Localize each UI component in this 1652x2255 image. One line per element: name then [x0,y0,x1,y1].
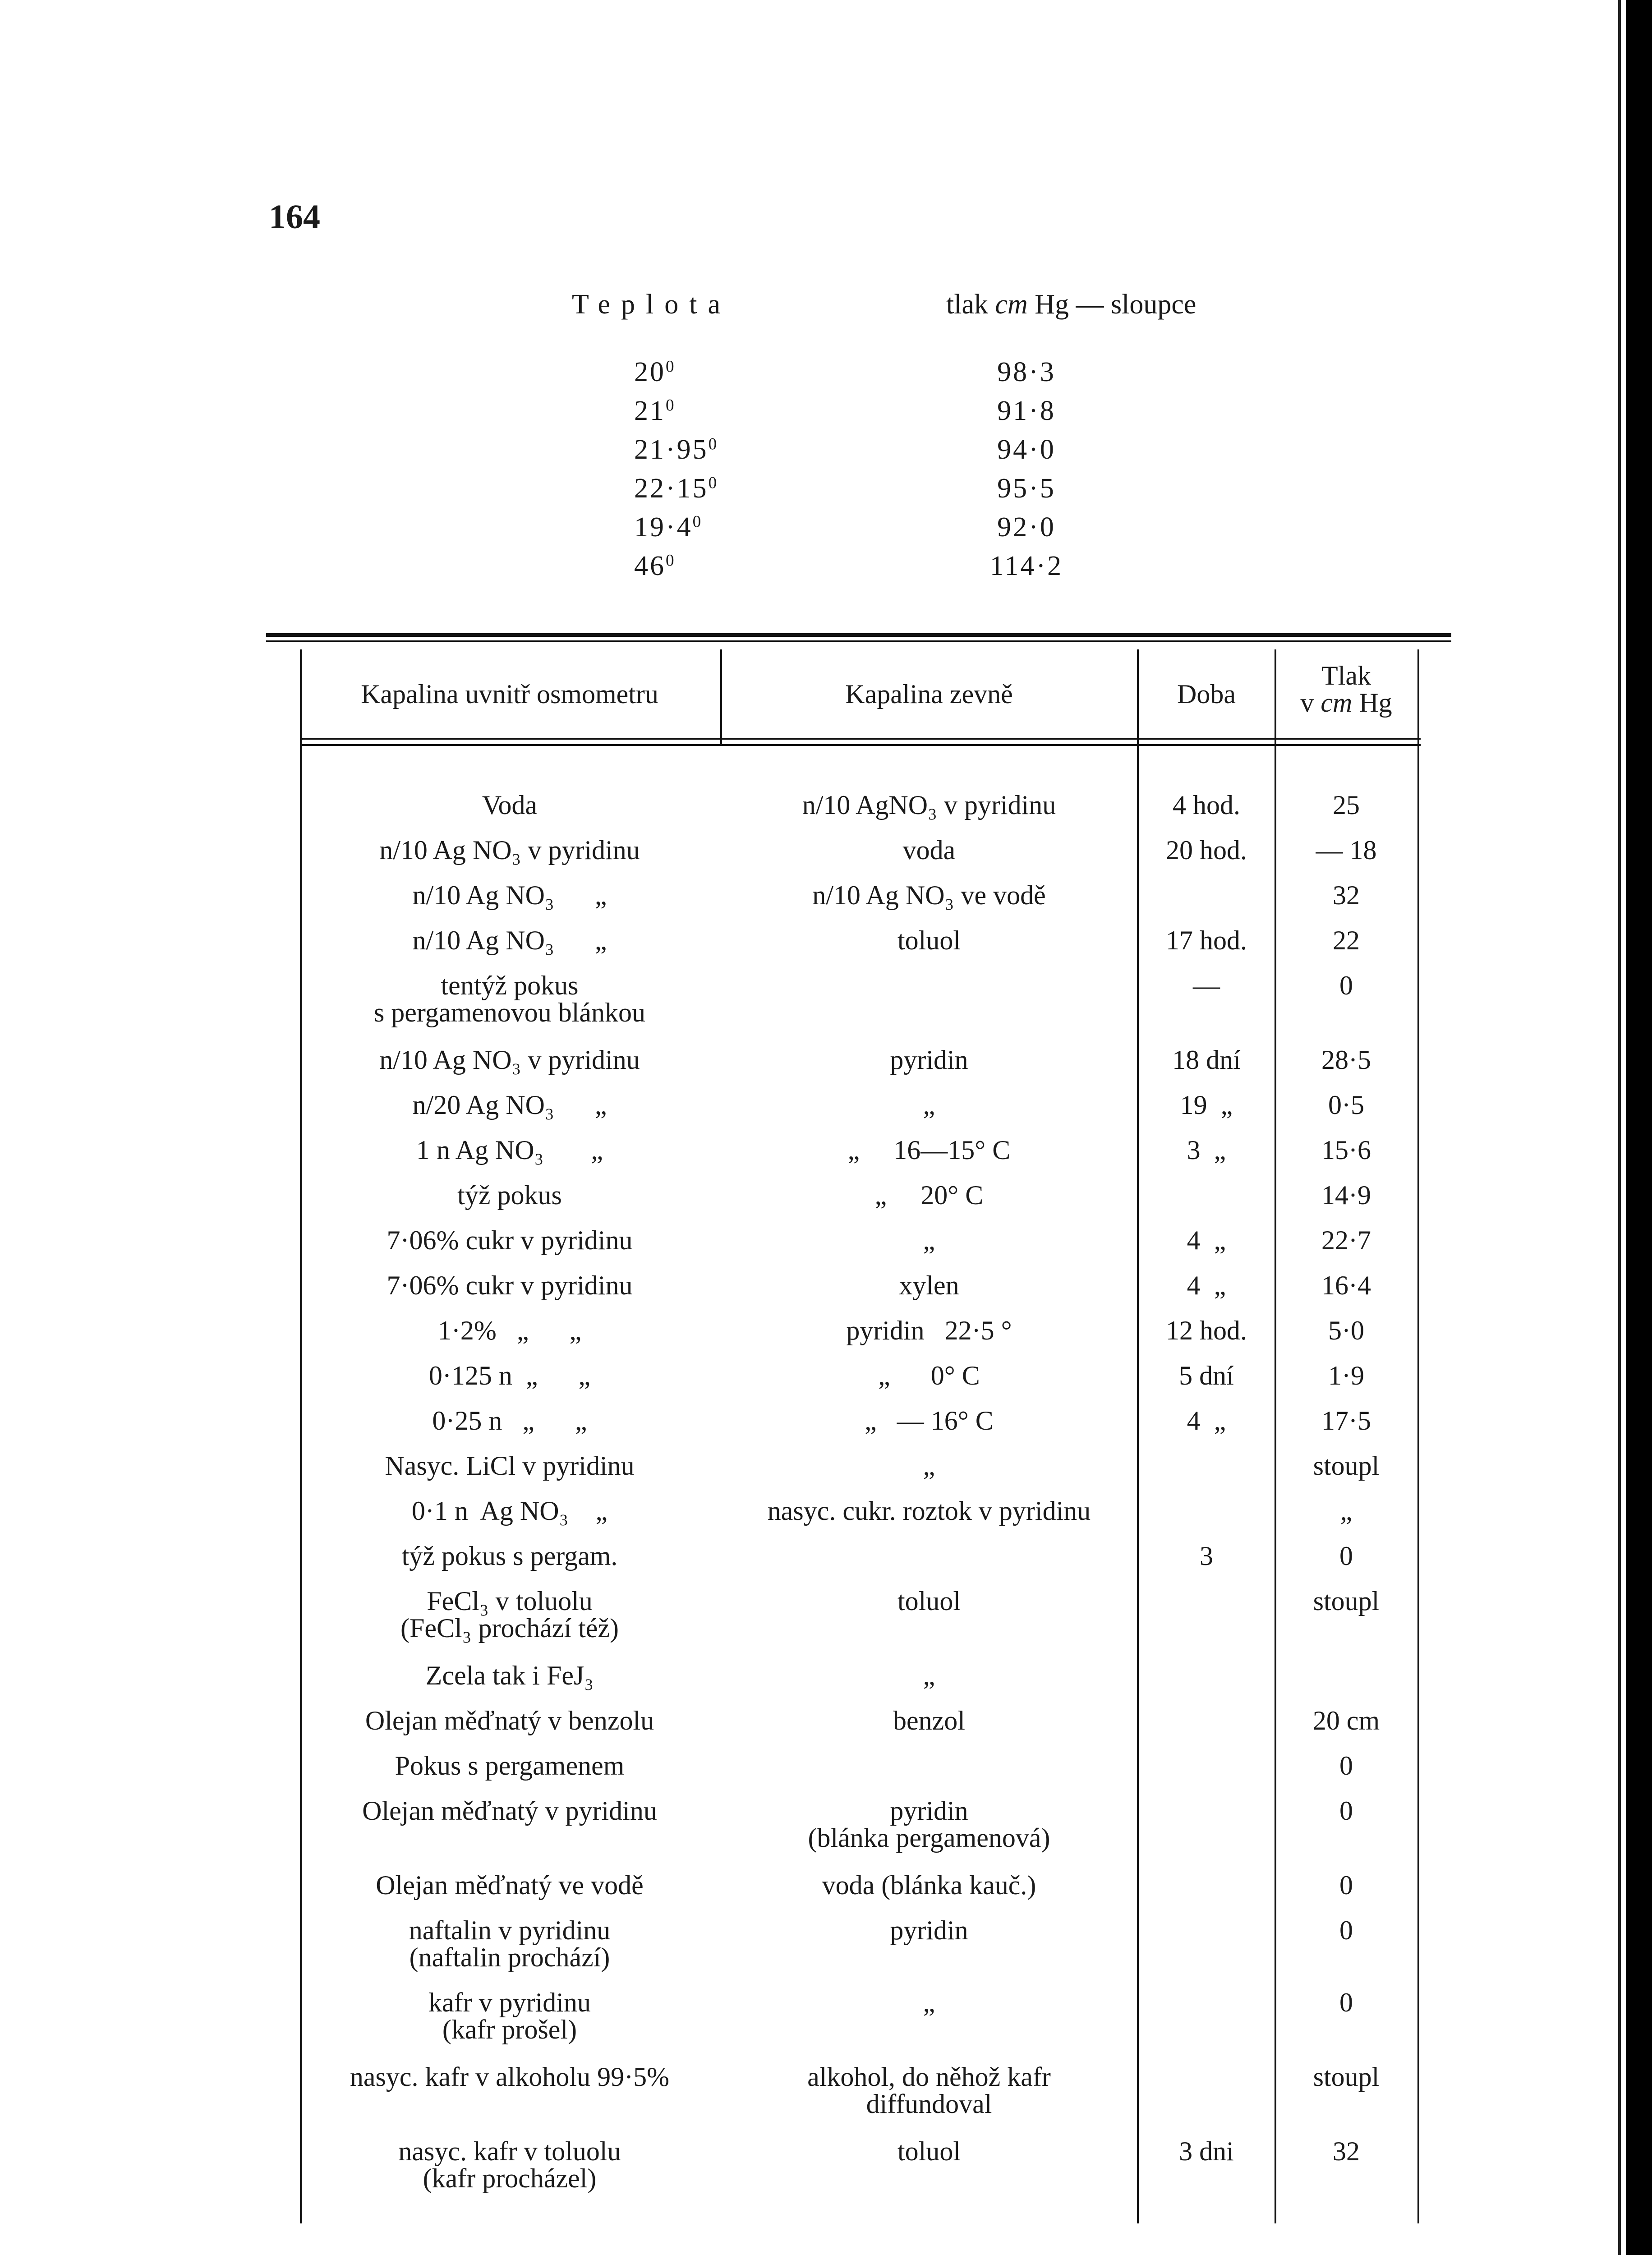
scan-edge [1626,0,1652,2255]
row-inside-liquid [300,1362,719,1389]
temperature-row [572,550,1293,589]
row-pressure-line: 0 [1339,1988,1353,2017]
row-outside-liquid-line: voda (blánka kauč.) [822,1870,1036,1900]
row-pressure-line: 15·6 [1321,1135,1371,1165]
row-inside-liquid [300,1046,719,1073]
row-duration-line: 3 „ [1187,1135,1226,1165]
row-inside-liquid-line: Olejan měďnatý ve vodě [376,1870,644,1900]
header-inside-liquid-line: Kapalina uvnitř osmometru [361,679,658,709]
row-inside-liquid [300,1542,719,1569]
row-outside-liquid [722,1497,1137,1524]
row-pressure [1276,972,1416,999]
header-pressure-line2-a: v [1300,688,1321,718]
row-outside-liquid-line: n/10 AgNO₃ v pyridinu [802,790,1056,820]
row-duration-line: 4 „ [1187,1225,1226,1255]
row-outside-liquid [722,1407,1137,1434]
row-inside-liquid-line: n/20 Ag NO₃ „ [412,1090,607,1120]
row-outside-liquid-line: toluol [897,2136,961,2166]
row-outside-liquid [722,1137,1137,1164]
row-outside-liquid [722,1227,1137,1254]
row-pressure [1276,1272,1416,1299]
row-duration-line: 19 „ [1180,1090,1233,1120]
temperature-row [572,473,1293,511]
row-inside-liquid-line: týž pokus s pergam. [401,1541,618,1571]
temperature-value [634,473,718,505]
row-inside-liquid-line: (kafr procházel) [423,2163,597,2193]
row-pressure-line: 20 cm [1312,1706,1380,1735]
row-outside-liquid-line: alkohol, do něhož kafr [807,2062,1051,2092]
row-outside-liquid-line: „ [923,1661,935,1690]
row-pressure [1276,1046,1416,1073]
row-inside-liquid [300,1752,719,1779]
row-inside-liquid-line: n/10 Ag NO₃ v pyridinu [379,835,640,865]
row-inside-liquid-line: týž pokus [457,1180,562,1210]
row-pressure [1276,1362,1416,1389]
row-outside-liquid-line: pyridin [890,1796,968,1826]
row-outside-liquid-line: „ 16—15° C [847,1135,1011,1165]
row-inside-liquid-line: Nasyc. LiCl v pyridinu [385,1451,635,1481]
row-duration-line: 18 dní [1172,1045,1241,1075]
row-duration [1139,1542,1274,1569]
row-inside-liquid [300,1091,719,1118]
row-outside-liquid [722,1797,1137,1851]
pressure-value: 91·8 [997,396,1056,426]
row-pressure [1276,1989,1416,2016]
row-pressure-line: 0 [1339,1915,1353,1945]
temperature-row [572,434,1293,473]
row-outside-liquid [722,882,1137,909]
row-duration [1139,1137,1274,1164]
row-inside-liquid [300,1797,719,1824]
row-outside-liquid [722,792,1137,819]
row-inside-liquid [300,2063,719,2090]
row-outside-liquid-line: (blánka pergamenová) [808,1823,1050,1853]
row-inside-liquid-line: FeCl₃ v toluolu [427,1586,593,1616]
temperature-number: 21 [634,396,666,426]
row-pressure-line: 0 [1339,1796,1353,1826]
temperature-number: 19·4 [634,512,693,543]
row-inside-liquid [300,837,719,864]
temperature-number: 22·15 [634,473,709,504]
row-inside-liquid [300,1452,719,1479]
row-pressure [1276,1588,1416,1615]
row-inside-liquid [300,1588,719,1642]
row-inside-liquid-line: 1 n Ag NO₃ „ [416,1135,603,1165]
row-pressure [1276,1407,1416,1434]
pressure-value: 98·3 [997,357,1056,387]
row-inside-liquid-line: 0·25 n „ „ [432,1406,587,1436]
row-inside-liquid-line: (naftalin prochází) [409,1942,610,1972]
row-outside-liquid [722,1917,1137,1944]
row-duration [1139,972,1274,999]
row-pressure-line: 28·5 [1321,1045,1371,1075]
row-inside-liquid-line: Zcela tak i FeJ₃ [425,1661,594,1690]
row-duration-line: 20 hod. [1166,835,1247,865]
degree-mark: 0 [666,551,676,570]
table-top-rule-thin [266,640,1451,642]
pressure-header-text-a: tlak [946,289,995,320]
row-pressure-line: 0 [1339,971,1353,1000]
row-outside-liquid [722,1452,1137,1479]
temperature-number: 21·95 [634,434,709,465]
row-pressure-line: 32 [1333,880,1360,910]
row-pressure [1276,1497,1416,1524]
row-inside-liquid-line: Pokus s pergamenem [395,1751,625,1781]
row-duration [1139,1227,1274,1254]
row-duration-line: 4 „ [1187,1270,1226,1300]
row-inside-liquid [300,1182,719,1209]
row-outside-liquid [722,837,1137,864]
row-outside-liquid-line: „ [923,1090,935,1120]
row-pressure-line: 0·5 [1328,1090,1364,1120]
row-inside-liquid [300,882,719,909]
header-outside-liquid-line: Kapalina zevně [845,679,1013,709]
row-duration [1139,1362,1274,1389]
pressure-value: 92·0 [997,512,1056,543]
header-pressure-line2-unit: cm [1321,688,1353,718]
row-outside-liquid-line: „ [923,1225,935,1255]
row-pressure [1276,1227,1416,1254]
row-pressure-line: — 18 [1316,835,1377,865]
row-outside-liquid-line: „ [923,1451,935,1481]
pressure-value: 114·2 [989,551,1063,581]
row-outside-liquid [722,1182,1137,1209]
row-pressure-line: 0 [1339,1870,1353,1900]
pressure-header-unit: cm [995,289,1028,320]
pressure-value: 94·0 [997,434,1056,465]
temperature-row [572,395,1293,434]
row-outside-liquid [722,1989,1137,2016]
row-pressure [1276,1317,1416,1344]
header-inside-liquid [300,681,719,708]
row-duration-line: 5 dní [1179,1361,1234,1390]
row-inside-liquid-line: n/10 Ag NO₃ „ [412,880,607,910]
row-outside-liquid [722,2063,1137,2117]
header-duration-line: Doba [1177,679,1236,709]
row-inside-liquid-line: nasyc. kafr v alkoholu 99·5% [350,2062,670,2092]
row-pressure-line: 22·7 [1321,1225,1371,1255]
row-pressure-line: 32 [1333,2136,1360,2166]
row-inside-liquid [300,1989,719,2043]
row-inside-liquid-line: Voda [482,790,538,820]
row-pressure [1276,927,1416,954]
row-pressure [1276,1707,1416,1734]
pressure-header-text-b: Hg — sloupce [1027,289,1196,320]
row-pressure [1276,1917,1416,1944]
row-inside-liquid-line: 1·2% „ „ [437,1316,582,1345]
row-duration-line: — [1193,971,1220,1000]
row-pressure-line: 14·9 [1321,1180,1371,1210]
table-top-rule-thick [266,633,1451,637]
row-pressure [1276,2063,1416,2090]
row-pressure [1276,1182,1416,1209]
temperature-value [634,434,718,466]
row-pressure-line: stoupl [1313,2062,1380,2092]
row-inside-liquid [300,1227,719,1254]
temperature-row [572,356,1293,395]
row-inside-liquid-line: 7·06% cukr v pyridinu [387,1225,633,1255]
row-outside-liquid-line: pyridin [890,1915,968,1945]
column-line-2 [1137,649,1139,2223]
row-pressure-line: 0 [1339,1541,1353,1571]
temperature-value [634,550,676,582]
row-outside-liquid [722,1872,1137,1899]
row-inside-liquid-line: kafr v pyridinu [428,1988,591,2017]
row-pressure-line: „ [1340,1496,1353,1526]
row-pressure [1276,882,1416,909]
header-pressure-line2-b: Hg [1352,688,1392,718]
row-duration-line: 4 hod. [1173,790,1240,820]
row-duration [1139,2138,1274,2165]
row-outside-liquid-line: toluol [897,925,961,955]
row-outside-liquid [722,1091,1137,1118]
row-outside-liquid-line: pyridin 22·5 ° [846,1316,1012,1345]
row-pressure-line: stoupl [1313,1586,1380,1616]
header-pressure-line1: Tlak [1321,661,1371,690]
row-inside-liquid-line: n/10 Ag NO₃ v pyridinu [379,1045,640,1075]
row-outside-liquid-line: pyridin [890,1045,968,1075]
row-inside-liquid [300,1662,719,1689]
row-duration [1139,927,1274,954]
page-number: 164 [269,198,320,236]
row-duration-line: 17 hod. [1166,925,1247,955]
row-inside-liquid [300,972,719,1026]
row-inside-liquid [300,792,719,819]
row-outside-liquid-line: „ 20° C [874,1180,984,1210]
degree-mark: 0 [708,474,719,492]
row-inside-liquid-line: 7·06% cukr v pyridinu [387,1270,633,1300]
row-inside-liquid-line: 0·1 n Ag NO₃ „ [411,1496,608,1526]
row-duration-line: 12 hod. [1166,1316,1247,1345]
pressure-value: 95·5 [997,473,1056,504]
row-duration [1139,837,1274,864]
row-pressure [1276,1542,1416,1569]
row-outside-liquid [722,1662,1137,1689]
row-pressure [1276,2138,1416,2165]
temperature-number: 20 [634,357,666,387]
row-pressure [1276,837,1416,864]
header-outside-liquid [722,681,1137,708]
row-duration [1139,1317,1274,1344]
row-duration [1139,1407,1274,1434]
row-inside-liquid-line: naftalin v pyridinu [409,1915,611,1945]
temperature-value [634,395,676,427]
row-outside-liquid-line: „ [923,1988,935,2017]
pressure-header [946,289,1196,321]
row-inside-liquid [300,927,719,954]
degree-mark: 0 [708,435,719,454]
row-inside-liquid-line: n/10 Ag NO₃ „ [412,925,607,955]
row-duration-line: 3 dni [1179,2136,1234,2166]
row-pressure [1276,1137,1416,1164]
row-pressure-line: 5·0 [1328,1316,1364,1345]
row-outside-liquid-line: „ 0° C [878,1361,980,1390]
header-bottom-rule-1 [302,738,1421,740]
header-bottom-rule-2 [302,744,1421,746]
row-inside-liquid [300,1707,719,1734]
row-pressure-line: stoupl [1313,1451,1380,1481]
row-outside-liquid [722,1272,1137,1299]
row-inside-liquid [300,1872,719,1899]
degree-mark: 0 [692,512,703,531]
row-pressure-line: 17·5 [1321,1406,1371,1436]
row-pressure-line: 22 [1333,925,1360,955]
header-pressure [1276,662,1416,716]
row-inside-liquid-line: s pergamenovou blánkou [373,998,646,1027]
row-pressure-line: 16·4 [1321,1270,1371,1300]
row-outside-liquid-line: „ — 16° C [865,1406,994,1436]
row-inside-liquid-line: (kafr prošel) [442,2015,577,2044]
row-duration [1139,1046,1274,1073]
row-pressure [1276,1797,1416,1824]
temperature-row [572,511,1293,550]
degree-mark: 0 [666,396,676,415]
row-pressure-line: 1·9 [1328,1361,1364,1390]
row-duration [1139,1091,1274,1118]
row-outside-liquid [722,1588,1137,1615]
row-outside-liquid-line: diffundoval [866,2089,992,2119]
row-inside-liquid [300,1317,719,1344]
row-outside-liquid-line: xylen [899,1270,959,1300]
row-inside-liquid [300,1917,719,1971]
row-inside-liquid-line: Olejan měďnatý v benzolu [365,1706,654,1735]
degree-mark: 0 [666,357,676,376]
row-outside-liquid [722,927,1137,954]
row-outside-liquid [722,2138,1137,2165]
row-outside-liquid-line: voda [902,835,956,865]
row-pressure [1276,1752,1416,1779]
row-outside-liquid-line: benzol [893,1706,965,1735]
row-pressure [1276,1452,1416,1479]
scan-edge-shadow [1618,0,1621,2255]
row-pressure [1276,792,1416,819]
row-pressure [1276,1872,1416,1899]
row-outside-liquid-line: toluol [897,1586,961,1616]
row-outside-liquid-line: n/10 Ag NO₃ ve vodě [812,880,1046,910]
temperature-value [634,511,703,543]
row-inside-liquid [300,1272,719,1299]
row-outside-liquid [722,1707,1137,1734]
row-outside-liquid [722,1046,1137,1073]
row-pressure-line: 0 [1339,1751,1353,1781]
row-duration [1139,1272,1274,1299]
row-duration-line: 4 „ [1187,1406,1226,1436]
row-outside-liquid-line: nasyc. cukr. roztok v pyridinu [767,1496,1091,1526]
header-duration [1139,681,1274,708]
row-inside-liquid [300,1407,719,1434]
row-inside-liquid-line: 0·125 n „ „ [428,1361,591,1390]
row-duration-line: 3 [1200,1541,1213,1571]
row-outside-liquid [722,1362,1137,1389]
row-pressure [1276,1091,1416,1118]
temperature-number: 46 [634,551,666,581]
row-inside-liquid [300,1137,719,1164]
row-pressure-line: 25 [1333,790,1360,820]
row-inside-liquid-line: tentýž pokus [441,971,579,1000]
row-outside-liquid [722,1317,1137,1344]
temperature-value [634,356,676,388]
row-inside-liquid-line: Olejan měďnatý v pyridinu [362,1796,657,1826]
row-inside-liquid [300,1497,719,1524]
row-duration [1139,792,1274,819]
temperature-header: Teplota [572,289,732,320]
column-line-right [1417,649,1419,2223]
row-inside-liquid [300,2138,719,2192]
row-inside-liquid-line: nasyc. kafr v toluolu [398,2136,621,2166]
row-inside-liquid-line: (FeCl₃ prochází též) [400,1613,619,1643]
